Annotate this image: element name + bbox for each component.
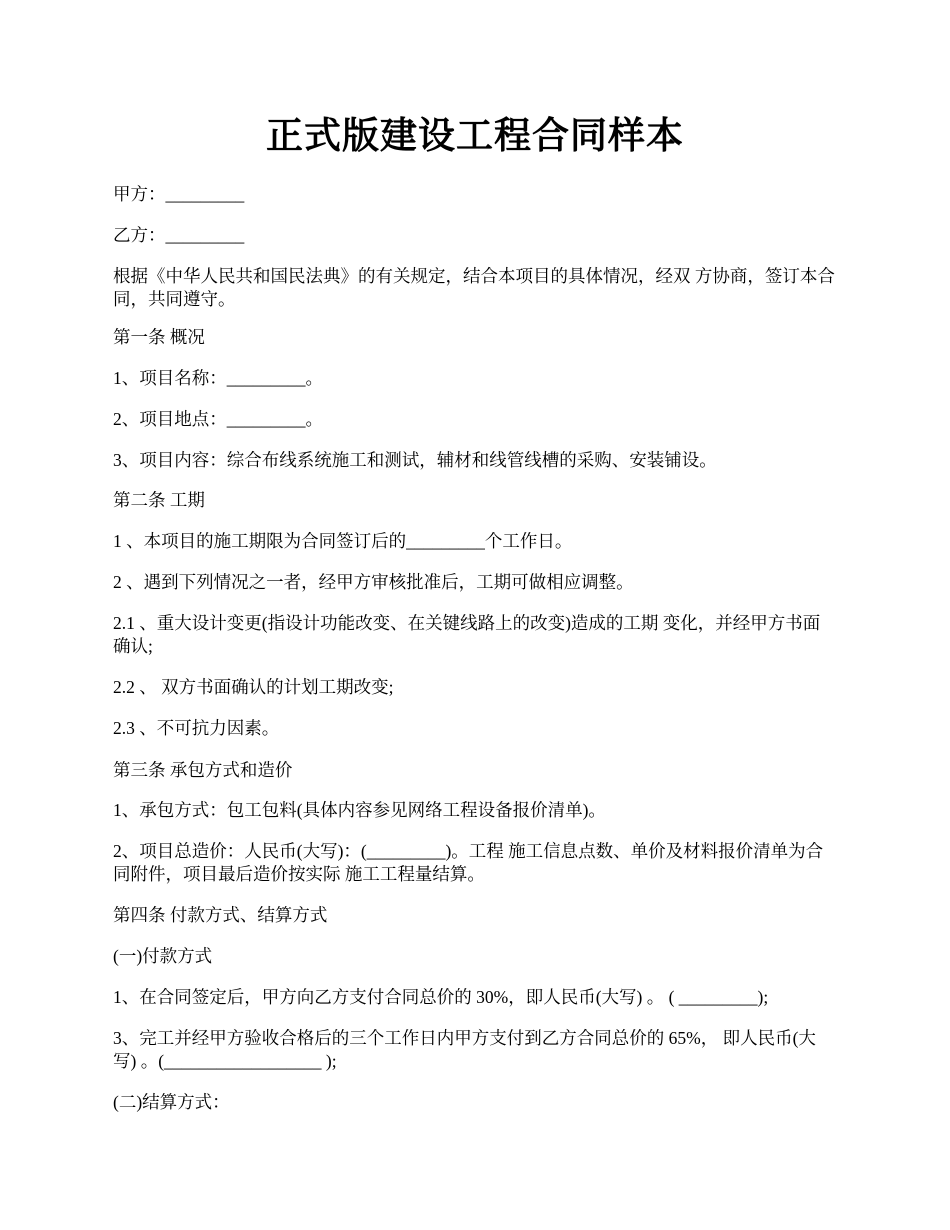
payment-clause-3: 3、完工并经甲方验收合格后的三个工作日内甲方支付到乙方合同总价的 65%， 即人民币(大写) 。(__________________ ); [113, 1028, 816, 1071]
schedule-clause-2-3: 2.3 、不可抗力因素。 [113, 718, 280, 738]
schedule-clause-1: 1 、本项目的施工期限为合同签订后的_________个工作日。 [113, 531, 573, 551]
party-a-line: 甲方：_________ [113, 184, 245, 204]
settlement-method-heading: (二)结算方式： [113, 1092, 230, 1112]
payment-method-heading: (一)付款方式 [113, 946, 213, 966]
document-title: 正式版建设工程合同样本 [266, 116, 684, 157]
article-4-heading: 第四条 付款方式、结算方式 [113, 905, 328, 925]
payment-clause-1: 1、在合同签定后，甲方向乙方支付合同总价的 30%，即人民币(大写) 。 ( _________); [113, 987, 769, 1007]
article-1-heading: 第一条 概况 [113, 327, 205, 347]
project-name-line: 1、项目名称：_________。 [113, 368, 323, 388]
schedule-clause-2-2: 2.2 、 双方书面确认的计划工期改变; [113, 677, 394, 697]
schedule-clause-2-1: 2.1 、重大设计变更(指设计功能改变、在关键线路上的改变)造成的工期 变化，并经甲方书面确认; [113, 613, 821, 656]
project-location-line: 2、项目地点：_________。 [113, 409, 323, 429]
party-b-line: 乙方：_________ [113, 225, 245, 245]
preamble-paragraph: 根据《中华人民共和国民法典》的有关规定，结合本项目的具体情况，经双 方协商，签订本合同，共同遵守。 [113, 266, 835, 309]
schedule-clause-2: 2 、遇到下列情况之一者，经甲方审核批准后，工期可做相应调整。 [113, 572, 634, 592]
total-price-paragraph: 2、项目总造价：人民币(大写)：(_________)。工程 施工信息点数、单价及材料报价清单为合同附件，项目最后造价按实际 施工工程量结算。 [113, 841, 824, 884]
article-2-heading: 第二条 工期 [113, 490, 205, 510]
contract-method-line: 1、承包方式：包工包料(具体内容参见网络工程设备报价清单)。 [113, 800, 606, 820]
project-content-line: 3、项目内容：综合布线系统施工和测试，辅材和线管线槽的采购、安装铺设。 [113, 450, 717, 470]
article-3-heading: 第三条 承包方式和造价 [113, 760, 293, 780]
